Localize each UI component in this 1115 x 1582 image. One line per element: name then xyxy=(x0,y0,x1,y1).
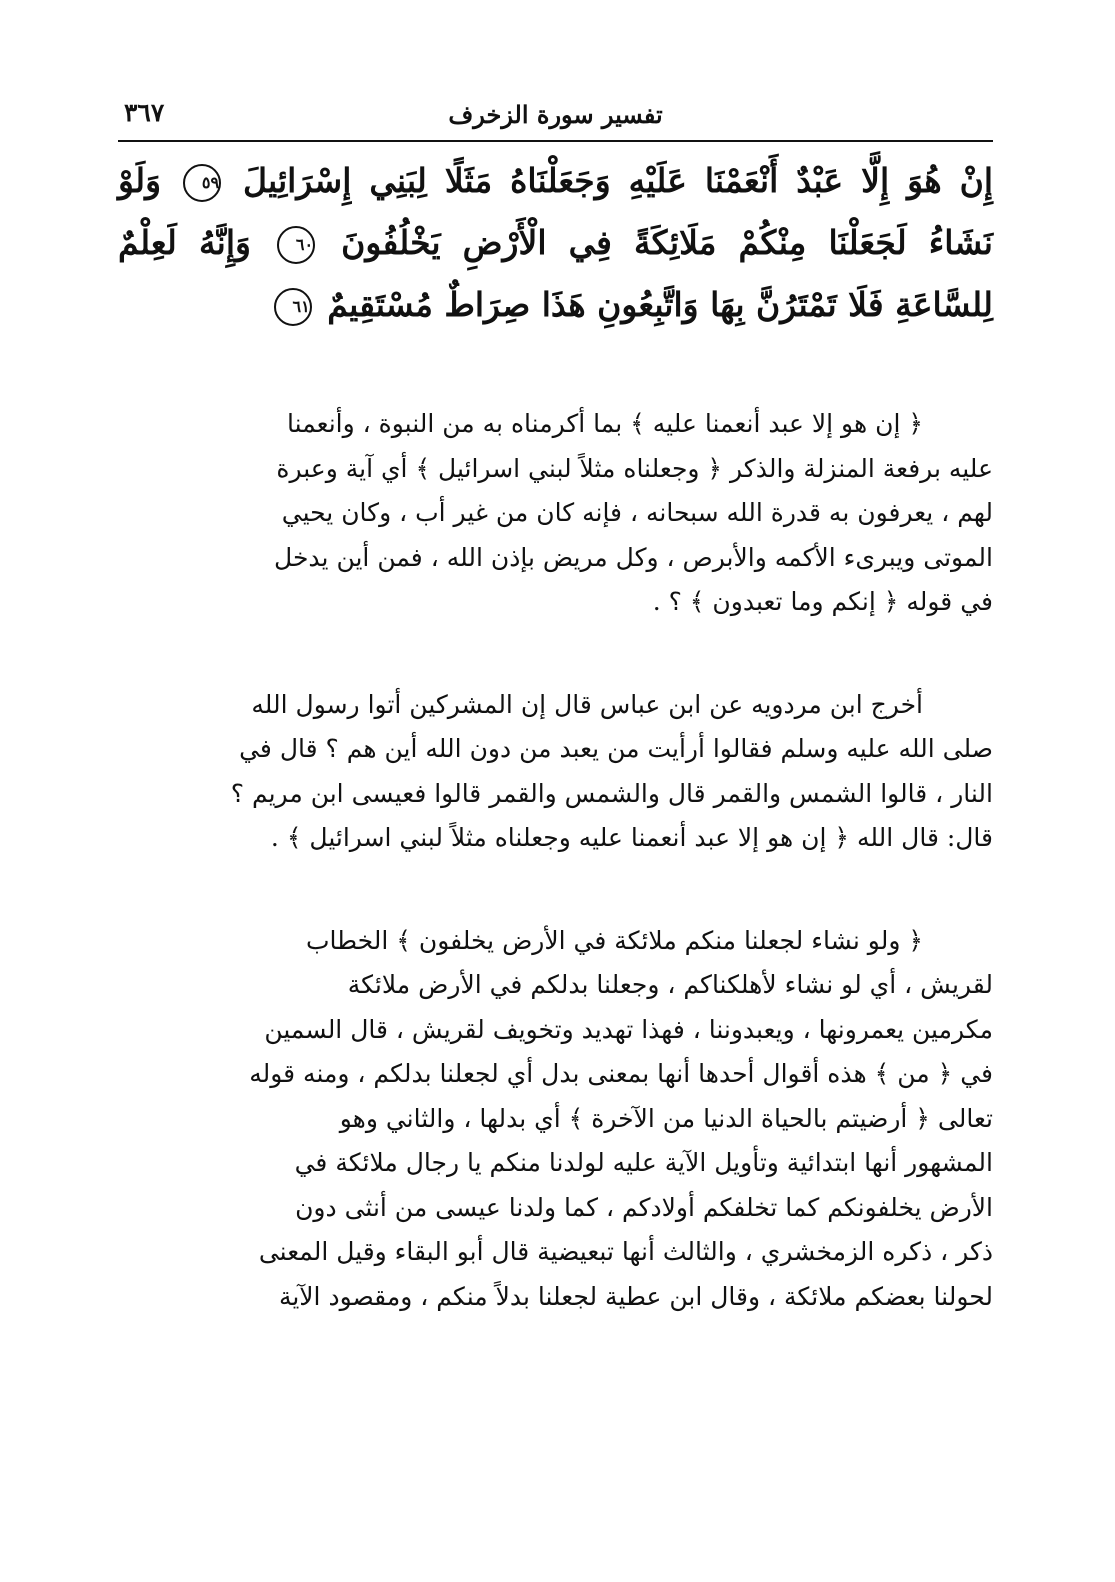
text-line: النار ، قالوا الشمس والقمر قال والشمس والقمر قالوا فعيسى ابن مريم ؟ xyxy=(230,778,993,808)
verse-text: إِنْ هُوَ إِلَّا عَبْدٌ أَنْعَمْنَا عَلَيْهِ وَجَعَلْنَاهُ مَثَلًا لِبَنِي إِسْرَائِيلَ xyxy=(243,161,993,200)
text-line: ذكر ، ذكره الزمخشري ، والثالث أنها تبعيضية قال أبو البقاء وقيل المعنى xyxy=(258,1237,993,1266)
text-line: ﴿ ولو نشاء لجعلنا منكم ملائكة في الأرض يخلفون ﴾ الخطاب xyxy=(305,925,923,955)
page xyxy=(118,92,993,1319)
text-line: المشهور أنها ابتدائية وتأويل الآية عليه لولدنا منكم يا رجال ملائكة في xyxy=(294,1148,993,1177)
header-title: تفسير سورة الزخرف xyxy=(448,100,663,129)
commentary-paragraph-1 xyxy=(118,402,993,625)
text-line: الأرض يخلفونكم كما تخلفكم أولادكم ، كما ولدنا عيسى من أنثى دون xyxy=(295,1192,993,1222)
verse-text: وَلَوْ نَشَاءُ لَجَعَلْنَا مِنْكُمْ مَلَائِكَةً فِي الْأَرْضِ يَخْلُفُونَ xyxy=(118,161,993,262)
commentary-paragraph-2 xyxy=(118,683,993,861)
text-line: ﴿ إن هو إلا عبد أنعمنا عليه ﴾ بما أكرمناه به من النبوة ، وأنعمنا xyxy=(287,409,923,438)
page-header xyxy=(118,92,993,136)
text-line: تعالى ﴿ أرضيتم بالحياة الدنيا من الآخرة ﴾ أي بدلها ، والثاني وهو xyxy=(339,1103,993,1133)
text-line: مكرمين يعمرونها ، ويعبدوننا ، فهذا تهديد وتخويف لقريش ، قال السمين xyxy=(264,1014,993,1044)
ayah-number-marker: ٦٠ xyxy=(277,226,315,264)
text-line: لقريش ، أي لو نشاء لأهلكناكم ، وجعلنا بدلكم في الأرض ملائكة xyxy=(347,970,993,999)
page-number: ٣٦٧ xyxy=(124,98,165,127)
text-line: في ﴿ من ﴾ هذه أقوال أحدها أنها بمعنى بدل أي لجعلنا بدلكم ، ومنه قوله xyxy=(249,1059,993,1088)
ayah-number-marker: ٦١ xyxy=(274,288,312,326)
text-line: قال: قال الله ﴿ إن هو إلا عبد أنعمنا عليه وجعلناه مثلاً لبني اسرائيل ﴾ . xyxy=(270,823,993,852)
commentary-paragraph-3 xyxy=(118,919,993,1320)
text-line: لحولنا بعضكم ملائكة ، وقال ابن عطية لجعلنا بدلاً منكم ، ومقصود الآية xyxy=(278,1281,993,1311)
text-line: الموتى ويبرىء الأكمه والأبرص ، وكل مريض بإذن الله ، فمن أين يدخل xyxy=(274,542,993,572)
text-line: عليه برفعة المنزلة والذكر ﴿ وجعلناه مثلاً لبني اسرائيل ﴾ أي آية وعبرة xyxy=(276,453,993,483)
text-line: في قوله ﴿ إنكم وما تعبدون ﴾ ؟ . xyxy=(652,587,993,616)
header-rule xyxy=(118,140,993,142)
ayah-number-marker: ٥٩ xyxy=(183,164,221,202)
quran-verses xyxy=(118,150,993,336)
verse-text: وَإِنَّهُ لَعِلْمٌ لِلسَّاعَةِ فَلَا تَمْتَرُنَّ بِهَا وَاتَّبِعُونِ هَذَا صِرَاطٌ مُسْتَقِيمٌ xyxy=(118,223,993,324)
text-line: أخرج ابن مردويه عن ابن عباس قال إن المشركين أتوا رسول الله xyxy=(251,689,923,719)
text-line: صلى الله عليه وسلم فقالوا أرأيت من يعبد من دون الله أين هم ؟ قال في xyxy=(239,734,993,763)
text-line: لهم ، يعرفون به قدرة الله سبحانه ، فإنه كان من غير أب ، وكان يحيي xyxy=(281,498,993,527)
